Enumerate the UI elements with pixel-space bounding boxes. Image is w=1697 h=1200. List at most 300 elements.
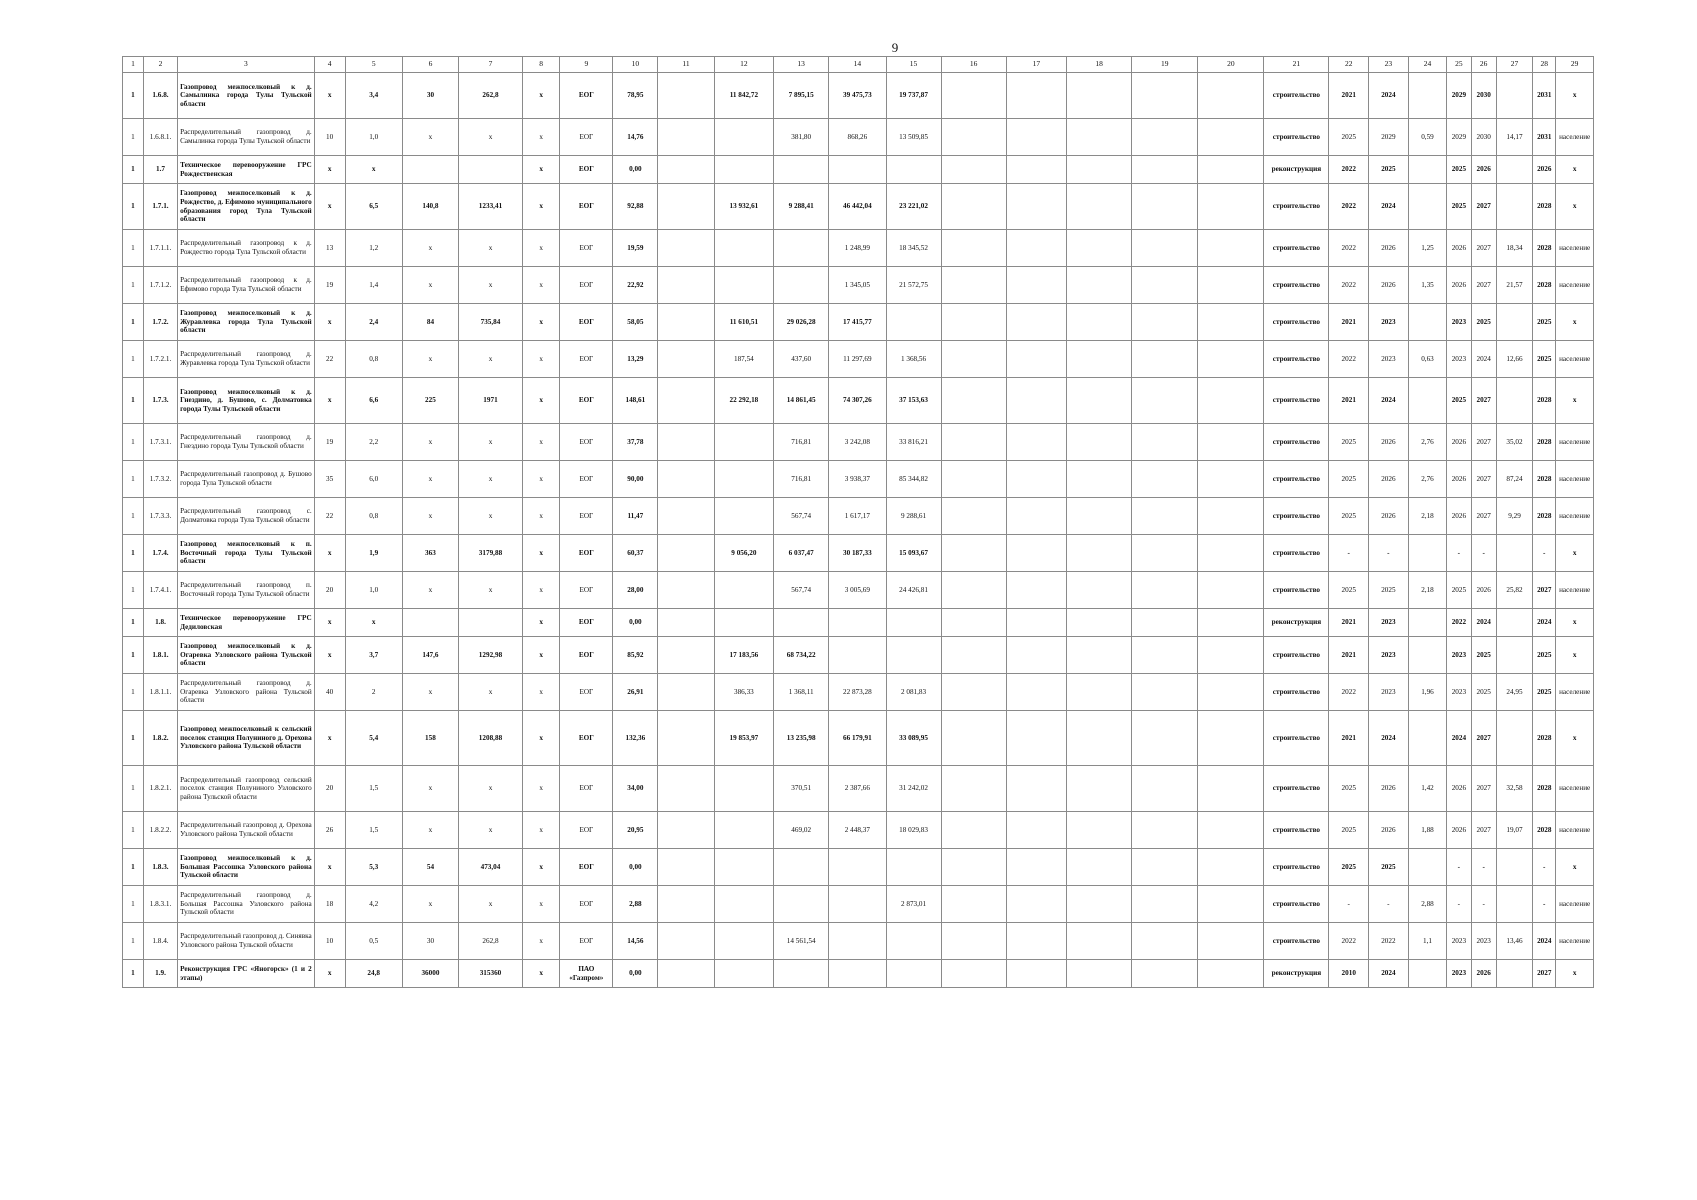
cell-col-17 bbox=[1006, 184, 1067, 230]
cell-col-7: 735,84 bbox=[459, 304, 523, 341]
cell-col-28: 2024 bbox=[1533, 923, 1556, 960]
cell-col-26: 2027 bbox=[1471, 378, 1496, 424]
cell-col-27: 12,66 bbox=[1496, 341, 1532, 378]
cell-cost-2024 bbox=[886, 923, 941, 960]
cell-col-16 bbox=[941, 156, 1006, 184]
cell-investor: ПАО «Газпром» bbox=[560, 960, 613, 988]
cell-start-year: 2021 bbox=[1329, 378, 1369, 424]
cell-col-8: x bbox=[522, 73, 559, 119]
cell-cost-2022 bbox=[774, 267, 829, 304]
cell-row-group: 1 bbox=[123, 156, 144, 184]
column-header-16: 16 bbox=[941, 57, 1006, 73]
cell-col-17 bbox=[1006, 304, 1067, 341]
cell-col-27: 18,34 bbox=[1496, 230, 1532, 267]
cell-col-7: x bbox=[459, 119, 523, 156]
table-row bbox=[123, 304, 1594, 341]
cell-end-year: - bbox=[1369, 886, 1409, 923]
cell-col-19 bbox=[1132, 267, 1198, 304]
cell-col-20 bbox=[1198, 304, 1264, 341]
cell-col-6: 147,6 bbox=[402, 637, 458, 674]
cell-start-year: 2022 bbox=[1329, 156, 1369, 184]
table-row bbox=[123, 886, 1594, 923]
cell-start-year: 2021 bbox=[1329, 711, 1369, 766]
cell-start-year: 2021 bbox=[1329, 637, 1369, 674]
cell-work-type: строительство bbox=[1264, 498, 1329, 535]
cell-col-4: 10 bbox=[314, 119, 345, 156]
cell-col-17 bbox=[1006, 498, 1067, 535]
cell-col-6: 36000 bbox=[402, 960, 458, 988]
cell-col-17 bbox=[1006, 535, 1067, 572]
cell-consumer: x bbox=[1556, 184, 1594, 230]
cell-col-11 bbox=[658, 711, 714, 766]
cell-col-24 bbox=[1408, 378, 1447, 424]
cell-col-16 bbox=[941, 230, 1006, 267]
cell-row-group: 1 bbox=[123, 73, 144, 119]
cell-col-8: x bbox=[522, 923, 559, 960]
cell-cost-2024 bbox=[886, 609, 941, 637]
cell-cost-2022 bbox=[774, 609, 829, 637]
cell-col-8: x bbox=[522, 674, 559, 711]
cell-row-group: 1 bbox=[123, 184, 144, 230]
cell-cost-2024: 24 426,81 bbox=[886, 572, 941, 609]
cell-row-code: 1.7.3.1. bbox=[143, 424, 177, 461]
cell-col-28: 2027 bbox=[1533, 960, 1556, 988]
cell-col-7: x bbox=[459, 267, 523, 304]
table-row bbox=[123, 424, 1594, 461]
cell-start-year: 2010 bbox=[1329, 960, 1369, 988]
cell-object-name: Техническое перевооружение ГРС Рождественская bbox=[178, 156, 315, 184]
cell-cost-2024: 15 093,67 bbox=[886, 535, 941, 572]
cell-col-4: x bbox=[314, 637, 345, 674]
cell-col-16 bbox=[941, 886, 1006, 923]
cell-col-26: 2025 bbox=[1471, 674, 1496, 711]
cell-col-11 bbox=[658, 304, 714, 341]
cell-investor: ЕОГ bbox=[560, 73, 613, 119]
cell-start-year: 2025 bbox=[1329, 119, 1369, 156]
cell-object-name: Распределительный газопровод д. Орехова Узловского района Тульской области bbox=[178, 812, 315, 849]
table-row bbox=[123, 711, 1594, 766]
cell-end-year: - bbox=[1369, 535, 1409, 572]
cell-row-group: 1 bbox=[123, 304, 144, 341]
cell-cost-2024: 2 081,83 bbox=[886, 674, 941, 711]
cell-col-11 bbox=[658, 341, 714, 378]
cell-work-type: строительство bbox=[1264, 304, 1329, 341]
cell-end-year: 2026 bbox=[1369, 766, 1409, 812]
cell-work-type: строительство bbox=[1264, 461, 1329, 498]
cell-cost-2021 bbox=[714, 849, 774, 886]
cell-col-16 bbox=[941, 711, 1006, 766]
column-header-3: 3 bbox=[178, 57, 315, 73]
cell-length-km: x bbox=[345, 156, 402, 184]
cell-start-year: 2022 bbox=[1329, 184, 1369, 230]
cell-col-16 bbox=[941, 674, 1006, 711]
cell-col-8: x bbox=[522, 424, 559, 461]
cell-col-18 bbox=[1067, 609, 1132, 637]
cell-col-26: 2024 bbox=[1471, 609, 1496, 637]
cell-col-19 bbox=[1132, 184, 1198, 230]
cell-investor: ЕОГ bbox=[560, 674, 613, 711]
cell-col-28: - bbox=[1533, 849, 1556, 886]
cell-col-17 bbox=[1006, 766, 1067, 812]
cell-col-8: x bbox=[522, 711, 559, 766]
cell-row-code: 1.8.1. bbox=[143, 637, 177, 674]
cell-col-24: 2,18 bbox=[1408, 498, 1447, 535]
cell-row-code: 1.7.1. bbox=[143, 184, 177, 230]
cell-cost-2021 bbox=[714, 923, 774, 960]
cell-col-18 bbox=[1067, 156, 1132, 184]
cell-cost-2023: 46 442,04 bbox=[829, 184, 886, 230]
cell-col-17 bbox=[1006, 923, 1067, 960]
cell-col-20 bbox=[1198, 498, 1264, 535]
column-header-24: 24 bbox=[1408, 57, 1447, 73]
cell-col-11 bbox=[658, 156, 714, 184]
cell-col-18 bbox=[1067, 498, 1132, 535]
table-header bbox=[123, 57, 1594, 73]
column-header-25: 25 bbox=[1447, 57, 1471, 73]
cell-row-group: 1 bbox=[123, 267, 144, 304]
column-header-26: 26 bbox=[1471, 57, 1496, 73]
cell-col-16 bbox=[941, 812, 1006, 849]
cell-col-27 bbox=[1496, 609, 1532, 637]
cell-col-8: x bbox=[522, 498, 559, 535]
cell-investor: ЕОГ bbox=[560, 886, 613, 923]
column-header-21: 21 bbox=[1264, 57, 1329, 73]
cell-col-16 bbox=[941, 849, 1006, 886]
cell-start-year: 2022 bbox=[1329, 341, 1369, 378]
cell-col-24: 1,35 bbox=[1408, 267, 1447, 304]
cell-col-24 bbox=[1408, 535, 1447, 572]
cell-col-16 bbox=[941, 637, 1006, 674]
cell-cost-2022: 370,51 bbox=[774, 766, 829, 812]
cell-cost-2023 bbox=[829, 960, 886, 988]
cell-cost-total: 34,00 bbox=[613, 766, 658, 812]
cell-col-4: x bbox=[314, 535, 345, 572]
cell-col-26: - bbox=[1471, 535, 1496, 572]
cell-object-name: Распределительный газопровод д. Журавлевка города Тула Тульской области bbox=[178, 341, 315, 378]
cell-object-name: Распределительный газопровод к д. Ефимово города Тула Тульской области bbox=[178, 267, 315, 304]
cell-col-16 bbox=[941, 923, 1006, 960]
cell-start-year: 2025 bbox=[1329, 849, 1369, 886]
cell-start-year: 2022 bbox=[1329, 267, 1369, 304]
cell-row-group: 1 bbox=[123, 766, 144, 812]
cell-col-7: 315360 bbox=[459, 960, 523, 988]
cell-col-17 bbox=[1006, 378, 1067, 424]
cell-end-year: 2025 bbox=[1369, 156, 1409, 184]
cell-col-19 bbox=[1132, 73, 1198, 119]
table-row bbox=[123, 267, 1594, 304]
cell-investor: ЕОГ bbox=[560, 535, 613, 572]
cell-col-25: 2023 bbox=[1447, 923, 1471, 960]
cell-col-16 bbox=[941, 572, 1006, 609]
cell-col-27: 21,57 bbox=[1496, 267, 1532, 304]
cell-col-27 bbox=[1496, 378, 1532, 424]
cell-length-km: 1,5 bbox=[345, 766, 402, 812]
cell-col-20 bbox=[1198, 812, 1264, 849]
cell-col-6: 225 bbox=[402, 378, 458, 424]
cell-row-group: 1 bbox=[123, 498, 144, 535]
cell-col-16 bbox=[941, 184, 1006, 230]
cell-col-20 bbox=[1198, 960, 1264, 988]
cell-start-year: 2021 bbox=[1329, 73, 1369, 119]
cell-col-24 bbox=[1408, 711, 1447, 766]
cell-col-27: 25,82 bbox=[1496, 572, 1532, 609]
cell-work-type: строительство bbox=[1264, 184, 1329, 230]
table-row bbox=[123, 766, 1594, 812]
cell-consumer: население bbox=[1556, 119, 1594, 156]
cell-col-17 bbox=[1006, 886, 1067, 923]
cell-row-group: 1 bbox=[123, 119, 144, 156]
cell-col-28: 2028 bbox=[1533, 267, 1556, 304]
cell-cost-total: 0,00 bbox=[613, 960, 658, 988]
table-row bbox=[123, 572, 1594, 609]
cell-col-20 bbox=[1198, 674, 1264, 711]
cell-col-25: - bbox=[1447, 886, 1471, 923]
cell-length-km: 1,0 bbox=[345, 572, 402, 609]
cell-end-year: 2022 bbox=[1369, 923, 1409, 960]
cell-col-4: 35 bbox=[314, 461, 345, 498]
cell-end-year: 2023 bbox=[1369, 304, 1409, 341]
cell-col-19 bbox=[1132, 711, 1198, 766]
cell-cost-2024: 2 873,01 bbox=[886, 886, 941, 923]
cell-object-name: Газопровод межпоселковый к д. Гнездино, д. Бушово, с. Долматовка города Тулы Тульской области bbox=[178, 378, 315, 424]
cell-col-20 bbox=[1198, 119, 1264, 156]
cell-row-group: 1 bbox=[123, 886, 144, 923]
cell-start-year: 2025 bbox=[1329, 461, 1369, 498]
cell-col-4: 22 bbox=[314, 498, 345, 535]
cell-object-name: Распределительный газопровод с. Долматовка города Тула Тульской области bbox=[178, 498, 315, 535]
cell-cost-2024 bbox=[886, 156, 941, 184]
cell-col-28: - bbox=[1533, 535, 1556, 572]
cell-row-code: 1.7.3.3. bbox=[143, 498, 177, 535]
column-header-17: 17 bbox=[1006, 57, 1067, 73]
cell-col-26: 2030 bbox=[1471, 119, 1496, 156]
cell-cost-2022: 381,80 bbox=[774, 119, 829, 156]
cell-end-year: 2024 bbox=[1369, 73, 1409, 119]
cell-col-25: 2026 bbox=[1447, 267, 1471, 304]
cell-col-17 bbox=[1006, 267, 1067, 304]
cell-work-type: строительство bbox=[1264, 674, 1329, 711]
cell-col-17 bbox=[1006, 637, 1067, 674]
cell-col-28: 2027 bbox=[1533, 572, 1556, 609]
cell-cost-2024: 37 153,63 bbox=[886, 378, 941, 424]
cell-col-6: 158 bbox=[402, 711, 458, 766]
cell-col-17 bbox=[1006, 156, 1067, 184]
cell-col-6: 54 bbox=[402, 849, 458, 886]
cell-col-4: 13 bbox=[314, 230, 345, 267]
cell-col-11 bbox=[658, 230, 714, 267]
cell-col-25: 2026 bbox=[1447, 461, 1471, 498]
cell-investor: ЕОГ bbox=[560, 341, 613, 378]
cell-col-7: x bbox=[459, 424, 523, 461]
cell-cost-2022: 68 734,22 bbox=[774, 637, 829, 674]
cell-col-11 bbox=[658, 119, 714, 156]
cell-cost-total: 26,91 bbox=[613, 674, 658, 711]
cell-row-group: 1 bbox=[123, 849, 144, 886]
cell-col-25: 2023 bbox=[1447, 637, 1471, 674]
cell-cost-2021 bbox=[714, 156, 774, 184]
cell-work-type: реконструкция bbox=[1264, 609, 1329, 637]
cell-col-17 bbox=[1006, 73, 1067, 119]
cell-col-25: 2023 bbox=[1447, 341, 1471, 378]
cell-consumer: население bbox=[1556, 674, 1594, 711]
cell-col-18 bbox=[1067, 535, 1132, 572]
cell-col-27: 87,24 bbox=[1496, 461, 1532, 498]
cell-start-year: 2025 bbox=[1329, 498, 1369, 535]
cell-work-type: строительство bbox=[1264, 341, 1329, 378]
column-number-row bbox=[123, 57, 1594, 73]
cell-consumer: x bbox=[1556, 156, 1594, 184]
cell-length-km: 6,6 bbox=[345, 378, 402, 424]
column-header-8: 8 bbox=[522, 57, 559, 73]
cell-cost-2024: 18 345,52 bbox=[886, 230, 941, 267]
cell-col-25: 2025 bbox=[1447, 572, 1471, 609]
cell-end-year: 2023 bbox=[1369, 637, 1409, 674]
cell-cost-total: 14,56 bbox=[613, 923, 658, 960]
cell-col-27 bbox=[1496, 535, 1532, 572]
cell-col-25: 2022 bbox=[1447, 609, 1471, 637]
cell-col-25: 2026 bbox=[1447, 498, 1471, 535]
cell-cost-2021: 187,54 bbox=[714, 341, 774, 378]
cell-cost-2022: 14 861,45 bbox=[774, 378, 829, 424]
cell-col-27 bbox=[1496, 849, 1532, 886]
cell-col-26: 2027 bbox=[1471, 812, 1496, 849]
cell-work-type: строительство bbox=[1264, 711, 1329, 766]
cell-cost-2023: 3 938,37 bbox=[829, 461, 886, 498]
cell-length-km: 0,5 bbox=[345, 923, 402, 960]
cell-col-4: 40 bbox=[314, 674, 345, 711]
cell-col-20 bbox=[1198, 184, 1264, 230]
column-header-12: 12 bbox=[714, 57, 774, 73]
cell-row-code: 1.8. bbox=[143, 609, 177, 637]
cell-col-24: 1,96 bbox=[1408, 674, 1447, 711]
cell-cost-2021 bbox=[714, 609, 774, 637]
cell-cost-2022: 437,60 bbox=[774, 341, 829, 378]
cell-col-16 bbox=[941, 267, 1006, 304]
cell-start-year: 2025 bbox=[1329, 424, 1369, 461]
cell-object-name: Газопровод межпоселковый к д. Самылинка города Тулы Тульской области bbox=[178, 73, 315, 119]
cell-row-code: 1.8.2. bbox=[143, 711, 177, 766]
cell-length-km: 3,7 bbox=[345, 637, 402, 674]
cell-col-26: 2027 bbox=[1471, 184, 1496, 230]
cell-col-28: 2026 bbox=[1533, 156, 1556, 184]
cell-col-7 bbox=[459, 156, 523, 184]
cell-object-name: Распределительный газопровод д. Синявка Узловского района Тульской области bbox=[178, 923, 315, 960]
cell-col-7: 1208,88 bbox=[459, 711, 523, 766]
cell-cost-2022: 1 368,11 bbox=[774, 674, 829, 711]
cell-col-16 bbox=[941, 424, 1006, 461]
table-row bbox=[123, 637, 1594, 674]
cell-investor: ЕОГ bbox=[560, 572, 613, 609]
cell-col-24 bbox=[1408, 637, 1447, 674]
cell-col-27: 9,29 bbox=[1496, 498, 1532, 535]
cell-cost-2022: 567,74 bbox=[774, 572, 829, 609]
cell-col-28: 2025 bbox=[1533, 341, 1556, 378]
cell-row-group: 1 bbox=[123, 711, 144, 766]
cell-cost-total: 132,36 bbox=[613, 711, 658, 766]
cell-cost-2022: 29 026,28 bbox=[774, 304, 829, 341]
cell-cost-2022: 567,74 bbox=[774, 498, 829, 535]
cell-col-8: x bbox=[522, 378, 559, 424]
cell-length-km: 0,8 bbox=[345, 498, 402, 535]
cell-col-20 bbox=[1198, 711, 1264, 766]
cell-col-26: 2025 bbox=[1471, 304, 1496, 341]
cell-row-code: 1.7.3.2. bbox=[143, 461, 177, 498]
cell-col-16 bbox=[941, 960, 1006, 988]
cell-col-24: 1,1 bbox=[1408, 923, 1447, 960]
cell-end-year: 2025 bbox=[1369, 572, 1409, 609]
cell-cost-total: 92,88 bbox=[613, 184, 658, 230]
cell-col-6: x bbox=[402, 267, 458, 304]
cell-col-6: 140,8 bbox=[402, 184, 458, 230]
cell-start-year: 2022 bbox=[1329, 230, 1369, 267]
cell-consumer: население bbox=[1556, 812, 1594, 849]
cell-col-7: 3179,88 bbox=[459, 535, 523, 572]
cell-col-4: x bbox=[314, 960, 345, 988]
column-header-23: 23 bbox=[1369, 57, 1409, 73]
cell-work-type: строительство bbox=[1264, 119, 1329, 156]
cell-consumer: население bbox=[1556, 230, 1594, 267]
cell-col-4: 20 bbox=[314, 766, 345, 812]
cell-work-type: строительство bbox=[1264, 230, 1329, 267]
cell-row-group: 1 bbox=[123, 637, 144, 674]
cell-work-type: строительство bbox=[1264, 637, 1329, 674]
cell-col-27 bbox=[1496, 637, 1532, 674]
cell-col-7: 473,04 bbox=[459, 849, 523, 886]
cell-cost-total: 28,00 bbox=[613, 572, 658, 609]
cell-col-27: 14,17 bbox=[1496, 119, 1532, 156]
cell-investor: ЕОГ bbox=[560, 184, 613, 230]
cell-end-year: 2026 bbox=[1369, 461, 1409, 498]
cell-row-group: 1 bbox=[123, 378, 144, 424]
cell-row-code: 1.8.1.1. bbox=[143, 674, 177, 711]
cell-col-26: 2025 bbox=[1471, 637, 1496, 674]
cell-col-25: 2029 bbox=[1447, 119, 1471, 156]
cell-col-25: 2023 bbox=[1447, 304, 1471, 341]
cell-col-24 bbox=[1408, 960, 1447, 988]
cell-col-18 bbox=[1067, 304, 1132, 341]
cell-col-4: x bbox=[314, 711, 345, 766]
cell-col-28: 2028 bbox=[1533, 184, 1556, 230]
cell-start-year: - bbox=[1329, 535, 1369, 572]
cell-col-28: 2028 bbox=[1533, 230, 1556, 267]
gas-pipeline-table bbox=[122, 56, 1594, 988]
cell-col-17 bbox=[1006, 461, 1067, 498]
cell-col-7: x bbox=[459, 572, 523, 609]
table-row bbox=[123, 378, 1594, 424]
cell-col-28: 2031 bbox=[1533, 119, 1556, 156]
cell-start-year: - bbox=[1329, 886, 1369, 923]
cell-col-11 bbox=[658, 378, 714, 424]
cell-col-8: x bbox=[522, 637, 559, 674]
cell-col-7: x bbox=[459, 461, 523, 498]
cell-col-28: 2028 bbox=[1533, 498, 1556, 535]
cell-cost-total: 37,78 bbox=[613, 424, 658, 461]
cell-row-code: 1.7.4.1. bbox=[143, 572, 177, 609]
cell-investor: ЕОГ bbox=[560, 637, 613, 674]
cell-length-km: 4,2 bbox=[345, 886, 402, 923]
cell-col-18 bbox=[1067, 923, 1132, 960]
cell-length-km: 2,2 bbox=[345, 424, 402, 461]
cell-row-code: 1.7.2. bbox=[143, 304, 177, 341]
cell-cost-2024: 21 572,75 bbox=[886, 267, 941, 304]
cell-col-6: x bbox=[402, 498, 458, 535]
cell-col-26: 2027 bbox=[1471, 711, 1496, 766]
cell-col-19 bbox=[1132, 535, 1198, 572]
cell-work-type: строительство bbox=[1264, 535, 1329, 572]
cell-col-8: x bbox=[522, 461, 559, 498]
cell-row-code: 1.7.1.2. bbox=[143, 267, 177, 304]
cell-consumer: население bbox=[1556, 923, 1594, 960]
